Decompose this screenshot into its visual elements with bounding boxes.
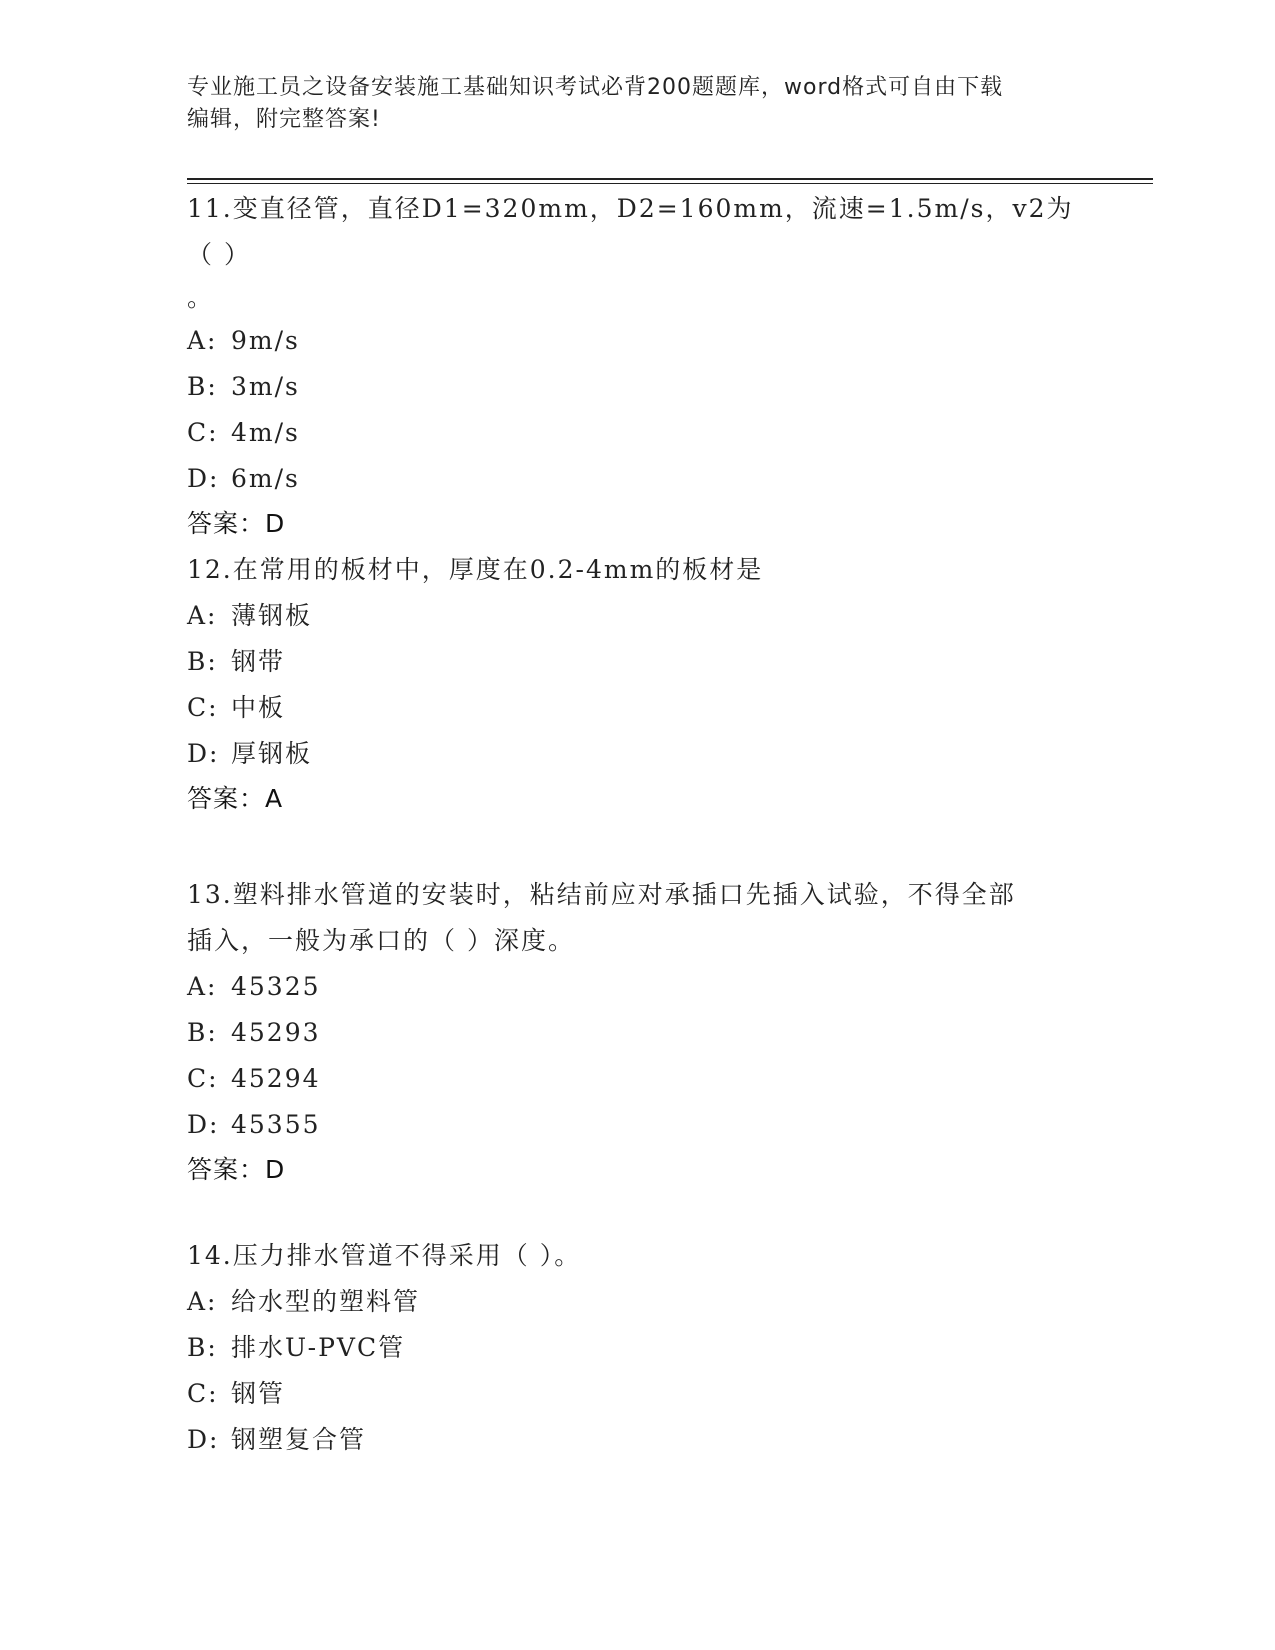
option-text: 45293 <box>231 1018 321 1047</box>
option-text: 4m/s <box>231 418 300 447</box>
option-b <box>187 1010 1087 1056</box>
question-12 <box>187 547 1087 821</box>
header-title-line-2: 编辑，附完整答案! <box>187 107 381 132</box>
option-text: 45294 <box>231 1064 321 1093</box>
option-text: 给水型的塑料管 <box>231 1287 421 1316</box>
header-title-line-1: 专业施工员之设备安装施工基础知识考试必背200题题库，word格式可自由下载 <box>187 75 1004 100</box>
option-a <box>187 318 1087 364</box>
question-11 <box>187 186 1087 546</box>
option-d <box>187 731 1087 777</box>
option-a <box>187 593 1087 639</box>
option-letter: A: <box>187 972 218 1001</box>
header-rule-thin <box>187 183 1153 184</box>
question-14 <box>187 1233 1087 1463</box>
question-13 <box>187 872 1087 1192</box>
question-stem: 12.在常用的板材中，厚度在0.2-4mm的板材是 <box>187 555 764 584</box>
option-b <box>187 1325 1087 1371</box>
option-text: 45325 <box>231 972 321 1001</box>
option-d <box>187 1102 1087 1148</box>
option-letter: D: <box>187 739 220 768</box>
question-stem-continued: 插入，一般为承口的（ ）深度。 <box>187 926 575 955</box>
option-a <box>187 1279 1087 1325</box>
option-letter: C: <box>187 1064 219 1093</box>
document-header <box>187 72 1077 136</box>
option-letter: C: <box>187 693 219 722</box>
option-b <box>187 364 1087 410</box>
option-letter: A: <box>187 326 218 355</box>
answer-label: 答案：D <box>187 509 286 538</box>
option-letter: A: <box>187 1287 218 1316</box>
answer-label: 答案：A <box>187 784 284 813</box>
option-c <box>187 685 1087 731</box>
option-text: 排水U-PVC管 <box>231 1333 406 1362</box>
option-letter: C: <box>187 1379 219 1408</box>
option-text: 9m/s <box>231 326 300 355</box>
option-text: 钢管 <box>231 1379 286 1408</box>
option-text: 6m/s <box>231 464 300 493</box>
option-a <box>187 964 1087 1010</box>
option-letter: C: <box>187 418 219 447</box>
header-rule-thick <box>187 178 1153 180</box>
option-letter: B: <box>187 372 218 401</box>
option-c <box>187 1056 1087 1102</box>
option-b <box>187 639 1087 685</box>
option-text: 45355 <box>231 1110 321 1139</box>
option-d <box>187 1417 1087 1463</box>
answer-label: 答案：D <box>187 1155 286 1184</box>
option-letter: B: <box>187 647 218 676</box>
option-text: 钢带 <box>231 647 286 676</box>
option-letter: B: <box>187 1333 218 1362</box>
question-stem-continued: 。 <box>187 283 215 312</box>
option-text: 钢塑复合管 <box>231 1425 367 1454</box>
option-text: 薄钢板 <box>231 601 313 630</box>
question-stem: 11.变直径管，直径D1=320mm，D2=160mm，流速=1.5m/s，v2为（ ） <box>187 194 1074 269</box>
option-letter: A: <box>187 601 218 630</box>
option-letter: D: <box>187 464 220 493</box>
option-text: 3m/s <box>231 372 300 401</box>
option-letter: B: <box>187 1018 218 1047</box>
option-text: 中板 <box>231 693 286 722</box>
option-text: 厚钢板 <box>231 739 313 768</box>
question-stem: 13.塑料排水管道的安装时，粘结前应对承插口先插入试验，不得全部 <box>187 880 1016 909</box>
option-c <box>187 1371 1087 1417</box>
option-letter: D: <box>187 1110 220 1139</box>
option-d <box>187 456 1087 502</box>
option-c <box>187 410 1087 456</box>
option-letter: D: <box>187 1425 220 1454</box>
question-stem: 14.压力排水管道不得采用（ ）。 <box>187 1241 582 1270</box>
